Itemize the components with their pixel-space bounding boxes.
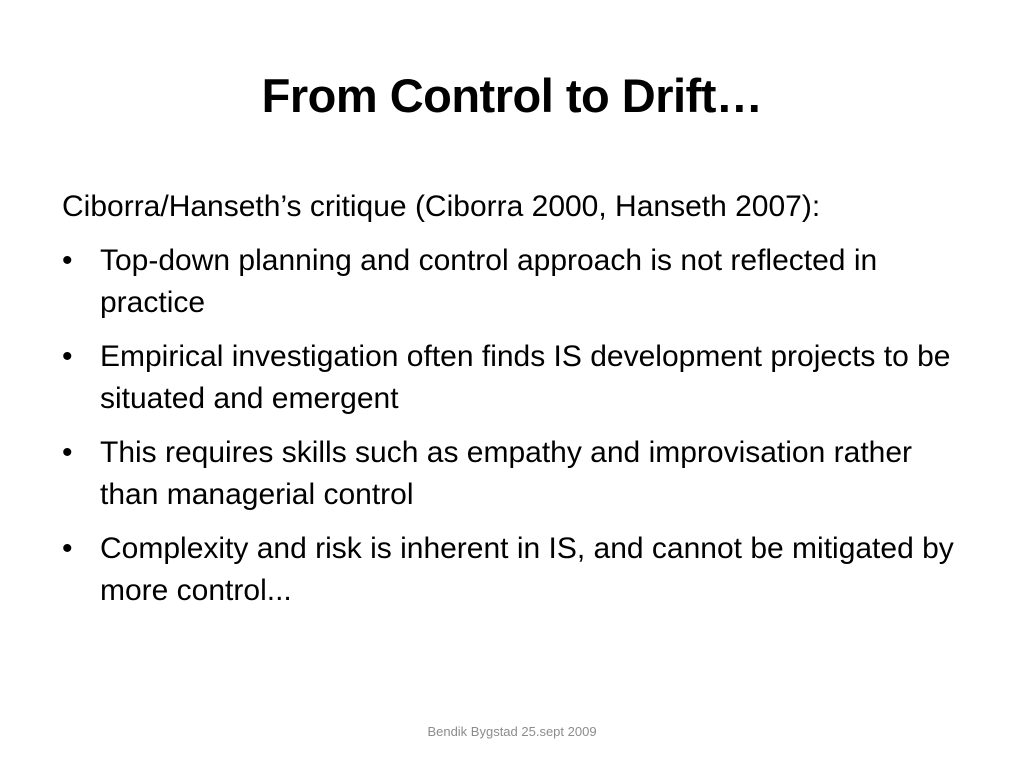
bullet-text: Empirical investigation often finds IS development projects to be situated and emergent xyxy=(100,340,951,415)
slide-footer: Bendik Bygstad 25.sept 2009 xyxy=(427,724,597,739)
bullet-item xyxy=(62,336,962,420)
bullet-text: Complexity and risk is inherent in IS, and cannot be mitigated by more control... xyxy=(100,532,954,607)
bullet-icon: • xyxy=(62,244,73,277)
bullet-icon: • xyxy=(62,436,73,469)
bullet-text: Top-down planning and control approach is not reflected in practice xyxy=(100,244,878,319)
slide-title: From Control to Drift… xyxy=(261,69,763,122)
bullet-icon: • xyxy=(62,532,73,565)
bullet-icon: • xyxy=(62,340,73,373)
slide-body xyxy=(62,186,962,624)
bullet-item xyxy=(62,528,962,612)
bullet-text: This requires skills such as empathy and improvisation rather than managerial control xyxy=(100,436,913,511)
intro-text: Ciborra/Hanseth’s critique (Ciborra 2000, Hanseth 2007): xyxy=(62,190,821,223)
bullet-list xyxy=(62,240,962,612)
bullet-item xyxy=(62,240,962,324)
bullet-item xyxy=(62,432,962,516)
